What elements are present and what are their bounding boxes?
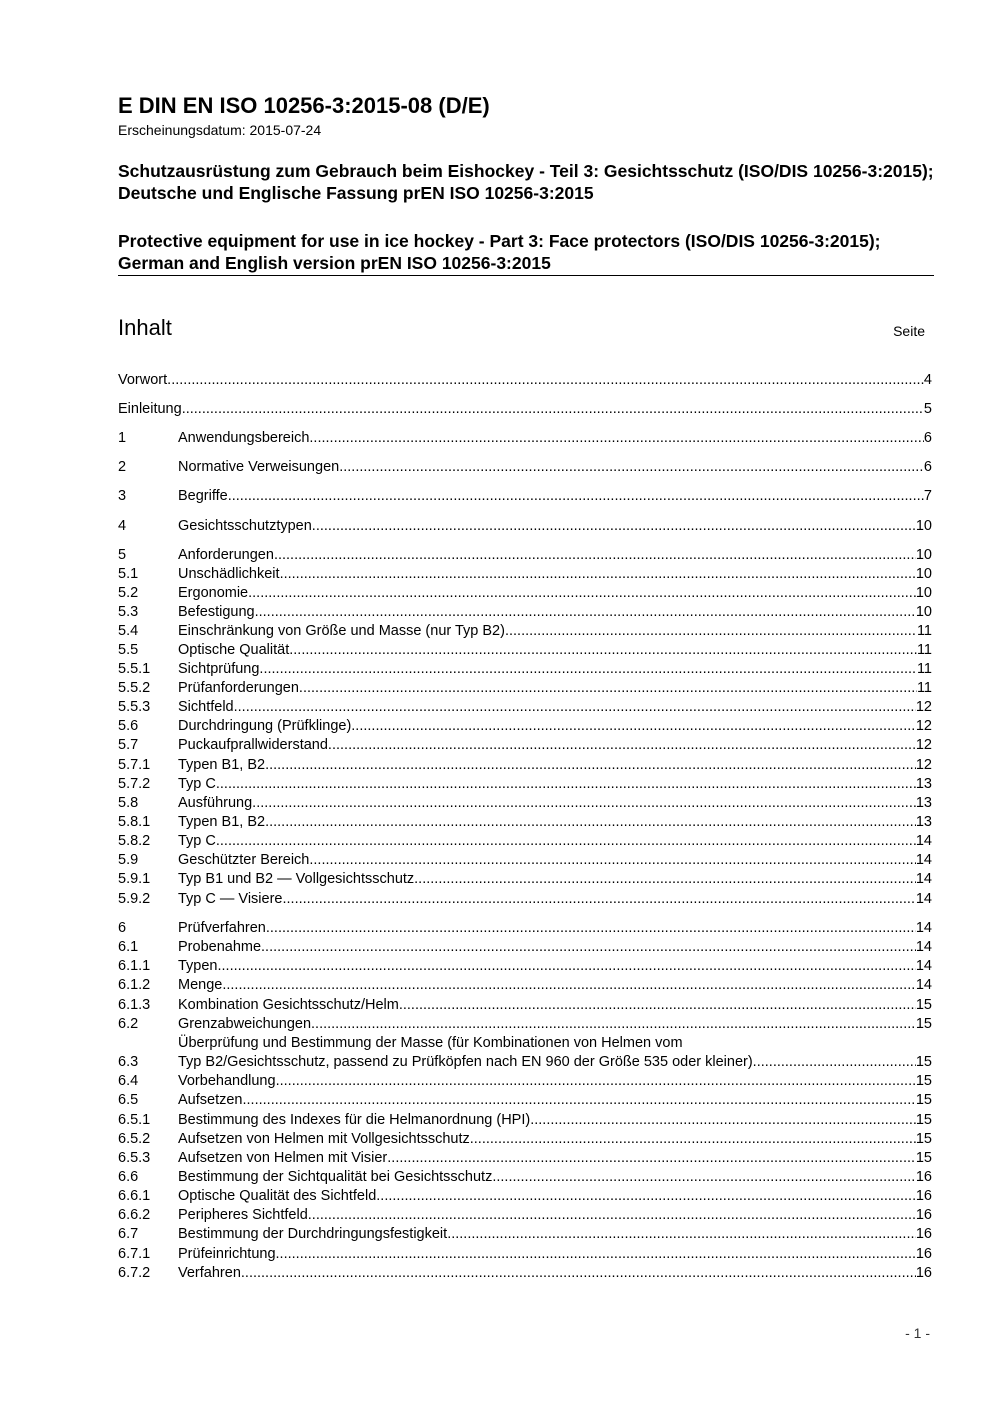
toc-dot-leader (399, 996, 916, 1014)
toc-entry-title: Optische Qualität des Sichtfeld (178, 1188, 377, 1204)
toc-entry-title: Prüfverfahren (178, 920, 266, 936)
toc-dot-leader (492, 1168, 916, 1186)
toc-entry-title: Einleitung (118, 401, 182, 417)
toc-entry[interactable] (118, 717, 932, 735)
toc-entry-page: 16 (915, 1226, 932, 1242)
toc-dot-leader (255, 603, 916, 621)
toc-entry[interactable] (118, 641, 932, 659)
toc-entry[interactable] (118, 1130, 932, 1148)
toc-entry-title: Typen B1, B2 (178, 757, 266, 773)
toc-entry-number: 6.1.3 (118, 997, 151, 1013)
toc-entry-title: Typen (178, 958, 218, 974)
toc-entry-number: 5.2 (118, 585, 139, 601)
toc-entry[interactable] (118, 919, 932, 937)
toc-entry-number: 5.7.1 (118, 757, 151, 773)
toc-dot-leader (216, 832, 916, 850)
toc-entry[interactable] (118, 938, 932, 956)
toc-entry[interactable] (118, 458, 932, 476)
toc-entry-number: 5.4 (118, 623, 139, 639)
toc-entry-page: 14 (915, 852, 932, 868)
toc-entry-page: 10 (915, 566, 932, 582)
toc-entry[interactable] (118, 487, 932, 505)
toc-entry-page: 16 (915, 1169, 932, 1185)
toc-dot-leader (265, 756, 916, 774)
toc-entry-title: Typen B1, B2 (178, 814, 266, 830)
toc-entry-title: Vorwort (118, 372, 168, 388)
toc-entry-number: 6.1 (118, 939, 139, 955)
toc-entry-title: Typ C (178, 833, 216, 849)
toc-dot-leader (339, 458, 924, 476)
toc-entry-number: 6.4 (118, 1073, 139, 1089)
toc-dot-leader (312, 517, 916, 535)
toc-entry-page: 12 (915, 757, 932, 773)
toc-entry-page: 13 (915, 795, 932, 811)
toc-dot-leader (222, 976, 916, 994)
toc-entry-page: 10 (915, 585, 932, 601)
toc-dot-leader (234, 698, 916, 716)
toc-entry-title: Puckaufprallwiderstand (178, 737, 328, 753)
toc-entry-number: 6.5.2 (118, 1131, 151, 1147)
toc-entry-number: 5.9 (118, 852, 139, 868)
toc-entry-page: 12 (915, 737, 932, 753)
toc-entry-page: 12 (915, 718, 932, 734)
toc-entry-title: Peripheres Sichtfeld (178, 1207, 308, 1223)
toc-entry-title: Grenzabweichungen (178, 1016, 312, 1032)
toc-entry-number: 5.9.2 (118, 891, 151, 907)
toc-entry-page: 15 (915, 1054, 932, 1070)
toc-dot-leader (299, 679, 917, 697)
toc-entry-page: 16 (915, 1246, 932, 1262)
toc-dot-leader (276, 1072, 916, 1090)
toc-entry[interactable] (118, 957, 932, 975)
toc-entry[interactable] (118, 584, 932, 602)
toc-entry-page: 11 (916, 623, 932, 639)
toc-entry-page: 14 (915, 977, 932, 993)
toc-entry-number: 6.5.1 (118, 1112, 151, 1128)
toc-entry-page: 14 (915, 920, 932, 936)
toc-dot-leader (505, 622, 917, 640)
toc-entry[interactable] (118, 976, 932, 994)
toc-dot-leader (328, 736, 916, 754)
toc-entry-title: Vorbehandlung (178, 1073, 276, 1089)
toc-dot-leader (311, 1015, 916, 1033)
toc-entry-number: 6.2 (118, 1016, 139, 1032)
toc-entry-page: 15 (915, 1131, 932, 1147)
toc-entry-page: 11 (916, 680, 932, 696)
toc-entry-number: 6.7 (118, 1226, 139, 1242)
toc-dot-leader (248, 584, 916, 602)
toc-dot-leader (530, 1111, 916, 1129)
toc-dot-leader (309, 851, 915, 869)
toc-entry[interactable] (118, 1225, 932, 1243)
toc-entry[interactable] (118, 1206, 932, 1224)
toc-entry-page: 15 (915, 1073, 932, 1089)
toc-dot-leader (182, 400, 924, 418)
toc-entry[interactable] (118, 1111, 932, 1129)
toc-entry[interactable] (118, 660, 932, 678)
toc-entry-page: 14 (915, 958, 932, 974)
toc-dot-leader (308, 1206, 916, 1224)
toc-entry[interactable] (118, 1091, 932, 1109)
toc-entry[interactable] (118, 775, 932, 793)
toc-entry[interactable] (118, 1035, 932, 1071)
toc-entry-number: 5.6 (118, 718, 139, 734)
toc-entry-title: Probenahme (178, 939, 262, 955)
toc-entry-page: 15 (915, 1150, 932, 1166)
toc-dot-leader (218, 957, 916, 975)
page-number: - 1 - (905, 1325, 930, 1341)
toc-entry[interactable] (118, 851, 932, 869)
toc-entry-number: 6.3 (118, 1054, 139, 1070)
toc-entry[interactable] (118, 1264, 932, 1282)
toc-entry[interactable] (118, 1149, 932, 1167)
toc-entry-page: 10 (915, 518, 932, 534)
title-german: Schutzausrüstung zum Gebrauch beim Eishockey - Teil 3: Gesichtsschutz (ISO/DIS 10256-3:2015); Deutsche und Englische Fassung prEN ISO 10256-3:2015 (118, 161, 934, 203)
toc-entry-number: 6.1.2 (118, 977, 151, 993)
toc-dot-leader (376, 1187, 916, 1205)
toc-entry-title: Ergonomie (178, 585, 249, 601)
toc-dot-leader (241, 1264, 916, 1282)
document-id: E DIN EN ISO 10256-3:2015-08 (D/E) (118, 93, 490, 118)
toc-entry-title: Begriffe (178, 488, 228, 504)
toc-entry-page: 16 (915, 1265, 932, 1281)
toc-entry-page: 13 (915, 814, 932, 830)
toc-entry[interactable] (118, 371, 932, 389)
title-english: Protective equipment for use in ice hockey - Part 3: Face protectors (ISO/DIS 10256-3:2015); German and English version prEN ISO 10256-3:2015 (118, 231, 881, 273)
toc-dot-leader (447, 1225, 916, 1243)
toc-entry-title: Menge (178, 977, 223, 993)
toc-dot-leader (274, 546, 916, 564)
toc-entry[interactable] (118, 832, 932, 850)
toc-entry-title: Aufsetzen von Helmen mit Vollgesichtsschutz (178, 1131, 470, 1147)
toc-entry-page: 14 (915, 833, 932, 849)
toc-entry-title: Anforderungen (178, 547, 274, 563)
toc-entry-number: 5.8.2 (118, 833, 151, 849)
toc-entry-title: Optische Qualität (178, 642, 290, 658)
toc-entry-page: 11 (916, 642, 932, 658)
toc-entry[interactable] (118, 996, 932, 1014)
toc-entry-number: 6.5.3 (118, 1150, 151, 1166)
toc-entry-number: 6 (118, 920, 127, 936)
toc-dot-leader (753, 1053, 916, 1071)
toc-dot-leader (283, 890, 916, 908)
toc-entry[interactable] (118, 756, 932, 774)
toc-entry-title: Geschützter Bereich (178, 852, 310, 868)
toc-dot-leader (470, 1130, 916, 1148)
toc-entry[interactable] (118, 736, 932, 754)
toc-entry-number: 3 (118, 488, 127, 504)
toc-entry[interactable] (118, 1187, 932, 1205)
toc-dot-leader (167, 371, 924, 389)
page-column-label: Seite (893, 323, 925, 339)
toc-entry-number: 6.6 (118, 1169, 139, 1185)
toc-entry[interactable] (118, 1168, 932, 1186)
publication-date: Erscheinungsdatum: 2015-07-24 (118, 122, 322, 138)
toc-entry-title: Befestigung (178, 604, 255, 620)
title-divider (118, 275, 934, 276)
toc-entry-page: 15 (915, 1016, 932, 1032)
toc-entry[interactable] (118, 622, 932, 640)
toc-entry-page: 16 (915, 1188, 932, 1204)
toc-dot-leader (414, 870, 916, 888)
toc-entry-number: 5.5.3 (118, 699, 151, 715)
toc-entry-title: Aufsetzen (178, 1092, 243, 1108)
toc-dot-leader (266, 919, 916, 937)
toc-dot-leader (265, 813, 916, 831)
toc-entry-number: 5.9.1 (118, 871, 151, 887)
toc-entry-page: 14 (915, 871, 932, 887)
toc-entry-number: 6.6.1 (118, 1188, 151, 1204)
toc-entry-page: 15 (915, 1092, 932, 1108)
toc-entry-number: 5.5.2 (118, 680, 151, 696)
toc-entry-page: 10 (915, 604, 932, 620)
toc-entry[interactable] (118, 794, 932, 812)
toc-entry[interactable] (118, 517, 932, 535)
toc-entry-title: Ausführung (178, 795, 253, 811)
toc-dot-leader (261, 938, 916, 956)
toc-entry[interactable] (118, 565, 932, 583)
toc-entry-page: 4 (923, 372, 932, 388)
toc-entry-number: 5.5 (118, 642, 139, 658)
toc-entry-page: 16 (915, 1207, 932, 1223)
toc-entry[interactable] (118, 1072, 932, 1090)
toc-entry[interactable] (118, 870, 932, 888)
toc-entry[interactable] (118, 698, 932, 716)
toc-entry[interactable] (118, 1245, 932, 1263)
toc-entry-page: 15 (915, 997, 932, 1013)
toc-dot-leader (228, 487, 924, 505)
toc-entry-number: 5.1 (118, 566, 139, 582)
toc-entry-number: 6.6.2 (118, 1207, 151, 1223)
toc-entry-number: 5.5.1 (118, 661, 151, 677)
toc-entry-number: 6.5 (118, 1092, 139, 1108)
toc-entry-title: Durchdringung (Prüfklinge) (178, 718, 352, 734)
toc-entry-page: 12 (915, 699, 932, 715)
toc-entry-title: Unschädlichkeit (178, 566, 280, 582)
toc-entry-number: 6.1.1 (118, 958, 151, 974)
toc-entry-title: Prüfeinrichtung (178, 1246, 276, 1262)
toc-dot-leader (289, 641, 917, 659)
toc-entry-title: Prüfanforderungen (178, 680, 299, 696)
toc-entry-title: Typ B1 und B2 — Vollgesichtsschutz (178, 871, 415, 887)
toc-entry[interactable] (118, 1015, 932, 1033)
toc-entry[interactable] (118, 546, 932, 564)
toc-entry-title: Einschränkung von Größe und Masse (nur Typ B2) (178, 623, 505, 639)
toc-dot-leader (276, 1245, 916, 1263)
toc-entry-title: Verfahren (178, 1265, 241, 1281)
toc-dot-leader (243, 1091, 916, 1109)
toc-entry-title: Typ C — Visiere (178, 891, 283, 907)
toc-entry[interactable] (118, 400, 932, 418)
toc-entry-number: 5.3 (118, 604, 139, 620)
toc-dot-leader (309, 429, 924, 447)
toc-entry-number: 5.7.2 (118, 776, 151, 792)
toc-dot-leader (259, 660, 917, 678)
toc-dot-leader (280, 565, 916, 583)
toc-entry-number: 6.7.2 (118, 1265, 151, 1281)
toc-entry-title: Bestimmung der Durchdringungsfestigkeit (178, 1226, 448, 1242)
toc-entry-page: 6 (923, 430, 932, 446)
toc-entry-page: 13 (915, 776, 932, 792)
toc-entry-title: Bestimmung der Sichtqualität bei Gesichtsschutz (178, 1169, 493, 1185)
toc-dot-leader (351, 717, 916, 735)
toc-entry-title: Aufsetzen von Helmen mit Visier (178, 1150, 388, 1166)
toc-entry-number: 2 (118, 459, 127, 475)
toc-entry-number: 5.7 (118, 737, 139, 753)
toc-entry-page: 15 (915, 1112, 932, 1128)
toc-entry-page: 7 (923, 488, 932, 504)
toc-entry-number: 5 (118, 547, 127, 563)
toc-entry-page: 6 (923, 459, 932, 475)
contents-heading: Inhalt (118, 315, 172, 340)
toc-entry[interactable] (118, 429, 932, 447)
toc-entry-number: 6.7.1 (118, 1246, 151, 1262)
toc-entry[interactable] (118, 890, 932, 908)
toc-entry-title: Sichtfeld (178, 699, 234, 715)
toc-entry-page: 10 (915, 547, 932, 563)
toc-dot-leader (216, 775, 916, 793)
toc-dot-leader (252, 794, 916, 812)
toc-entry[interactable] (118, 813, 932, 831)
toc-entry-title: Gesichtsschutztypen (178, 518, 312, 534)
toc-entry-title: Kombination Gesichtsschutz/Helm (178, 997, 399, 1013)
toc-dot-leader (387, 1149, 916, 1167)
toc-entry-page: 11 (916, 661, 932, 677)
toc-entry-page: 14 (915, 891, 932, 907)
toc-entry-number: 1 (118, 430, 127, 446)
toc-entry-title: Typ C (178, 776, 216, 792)
toc-entry-page: 5 (923, 401, 932, 417)
toc-entry-number: 5.8 (118, 795, 139, 811)
toc-entry[interactable] (118, 603, 932, 621)
toc-entry-number: 5.8.1 (118, 814, 151, 830)
toc-entry-title: Bestimmung des Indexes für die Helmanordnung (HPI) (178, 1112, 531, 1128)
toc-entry-page: 14 (915, 939, 932, 955)
toc-entry-number: 4 (118, 518, 127, 534)
toc-entry-title: Normative Verweisungen (178, 459, 340, 475)
toc-entry-title: Anwendungsbereich (178, 430, 310, 446)
toc-entry-title: Sichtprüfung (178, 661, 260, 677)
toc-entry-title-line1: Überprüfung und Bestimmung der Masse (für Kombinationen von Helmen vom (178, 1035, 683, 1051)
toc-entry[interactable] (118, 679, 932, 697)
toc-entry-title: Typ B2/Gesichtsschutz, passend zu Prüfköpfen nach EN 960 der Größe 535 oder kleiner) (178, 1054, 753, 1070)
